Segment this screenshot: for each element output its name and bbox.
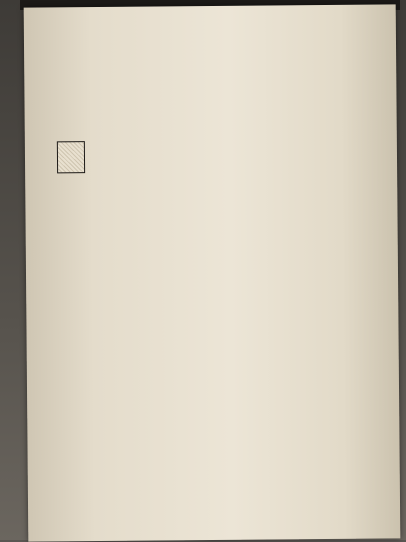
cast-line-1 bbox=[65, 114, 381, 117]
act-heading bbox=[24, 91, 396, 94]
decorated-initial bbox=[57, 141, 85, 173]
page-text bbox=[24, 4, 401, 541]
book-page bbox=[24, 4, 401, 541]
page-footer bbox=[28, 501, 400, 504]
cast-line-2 bbox=[65, 125, 381, 128]
